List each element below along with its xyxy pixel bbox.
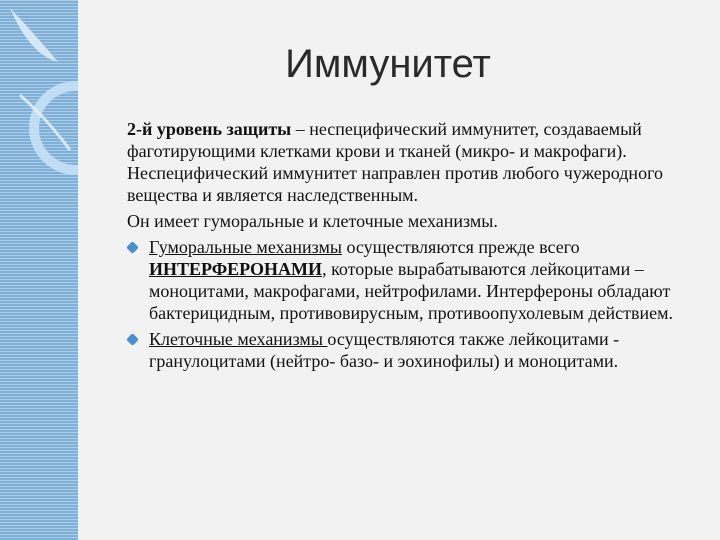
humoral-text-1: осуществляются прежде всего — [341, 237, 580, 257]
diamond-bullet-icon — [126, 333, 139, 346]
diamond-bullet-icon — [126, 241, 139, 254]
interferon-emphasis: ИНТЕРФЕРОНАМИ — [149, 259, 323, 279]
bullet-item-humoral — [127, 236, 707, 324]
intro-paragraph — [127, 118, 707, 206]
slide-title: Иммунитет — [285, 42, 491, 86]
slide-content — [127, 118, 707, 376]
sidebar-ornament — [0, 0, 78, 540]
humoral-text-2: , которые вырабатываются лейкоцитами – моноцитами, макрофагами, нейтрофилами. Интерфероны обладают бактерицидным, противовирусным, противоопухолевым действием. — [149, 259, 674, 323]
bullet-list — [127, 236, 707, 372]
intro-bold-lead: 2-й уровень защиты — [127, 119, 292, 139]
intro-text: – неспецифический иммунитет, создаваемый фаготирующими клетками крови и тканей (микро- и макрофаги). Неспецифический иммунитет направлен против любого чужеродного вещества и является наследственным. — [127, 119, 664, 205]
cellular-lead: Клеточные механизмы — [149, 329, 328, 349]
decorative-ring — [34, 86, 78, 170]
mechanisms-intro: Он имеет гуморальные и клеточные механизмы. — [127, 211, 498, 231]
humoral-lead: Гуморальные механизмы — [149, 237, 342, 257]
decorative-leaf — [10, 8, 58, 62]
bullet-item-cellular — [127, 328, 707, 372]
decorative-sidebar — [0, 0, 78, 540]
cellular-text: осуществляются также лейкоцитами - гранулоцитами (нейтро- базо- и эохинофилы) и моноцитами. — [149, 329, 620, 371]
